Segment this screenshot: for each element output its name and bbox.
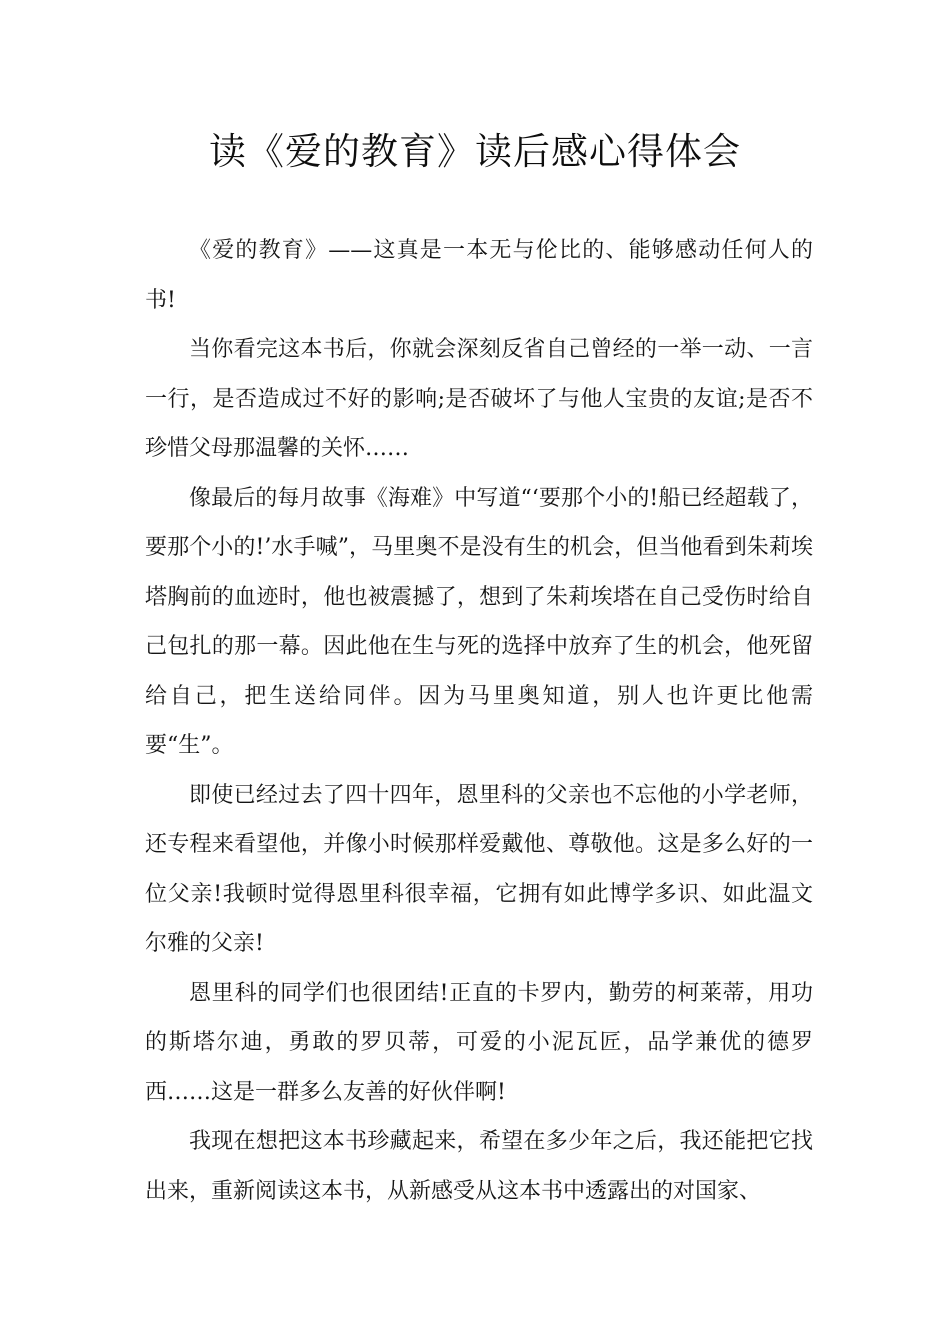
document-title: 读《爱的教育》读后感心得体会 [209,130,741,173]
paragraph-6: 我现在想把这本书珍藏起来，希望在多少年之后，我还能把它找出来，重新阅读这本书，从新感受从这本书中透露出的对国家、 [145,1129,813,1204]
paragraph-1: 《爱的教育》——这真是一本无与伦比的、能够感动任何人的书! [145,238,813,313]
document-body [145,226,813,1216]
paragraph-5: 恩里科的同学们也很团结!正直的卡罗内，勤劳的柯莱蒂，用功的斯塔尔迪，勇敢的罗贝蒂，可爱的小泥瓦匠，品学兼优的德罗西……这是一群多么友善的好伙伴啊! [145,980,813,1105]
paragraph-3: 像最后的每月故事《海难》中写道“‘要那个小的!船已经超载了，要那个小的!’水手喊”，马里奥不是没有生的机会，但当他看到朱莉埃塔胸前的血迹时，他也被震撼了，想到了朱莉埃塔在自己受伤时给自己包扎的那一幕。因此他在生与死的选择中放弃了生的机会，他死留给自己，把生送给同伴。因为马里奥知道，别人也许更比他需要“生”。 [145,485,813,758]
paragraph-2: 当你看完这本书后，你就会深刻反省自己曾经的一举一动、一言一行，是否造成过不好的影响;是否破坏了与他人宝贵的友谊;是否不珍惜父母那温馨的关怀…… [145,337,813,461]
paragraph-4: 即使已经过去了四十四年，恩里科的父亲也不忘他的小学老师，还专程来看望他，并像小时候那样爱戴他、尊敬他。这是多么好的一位父亲!我顿时觉得恩里科很幸福，它拥有如此博学多识、如此温文尔雅的父亲! [145,782,813,956]
